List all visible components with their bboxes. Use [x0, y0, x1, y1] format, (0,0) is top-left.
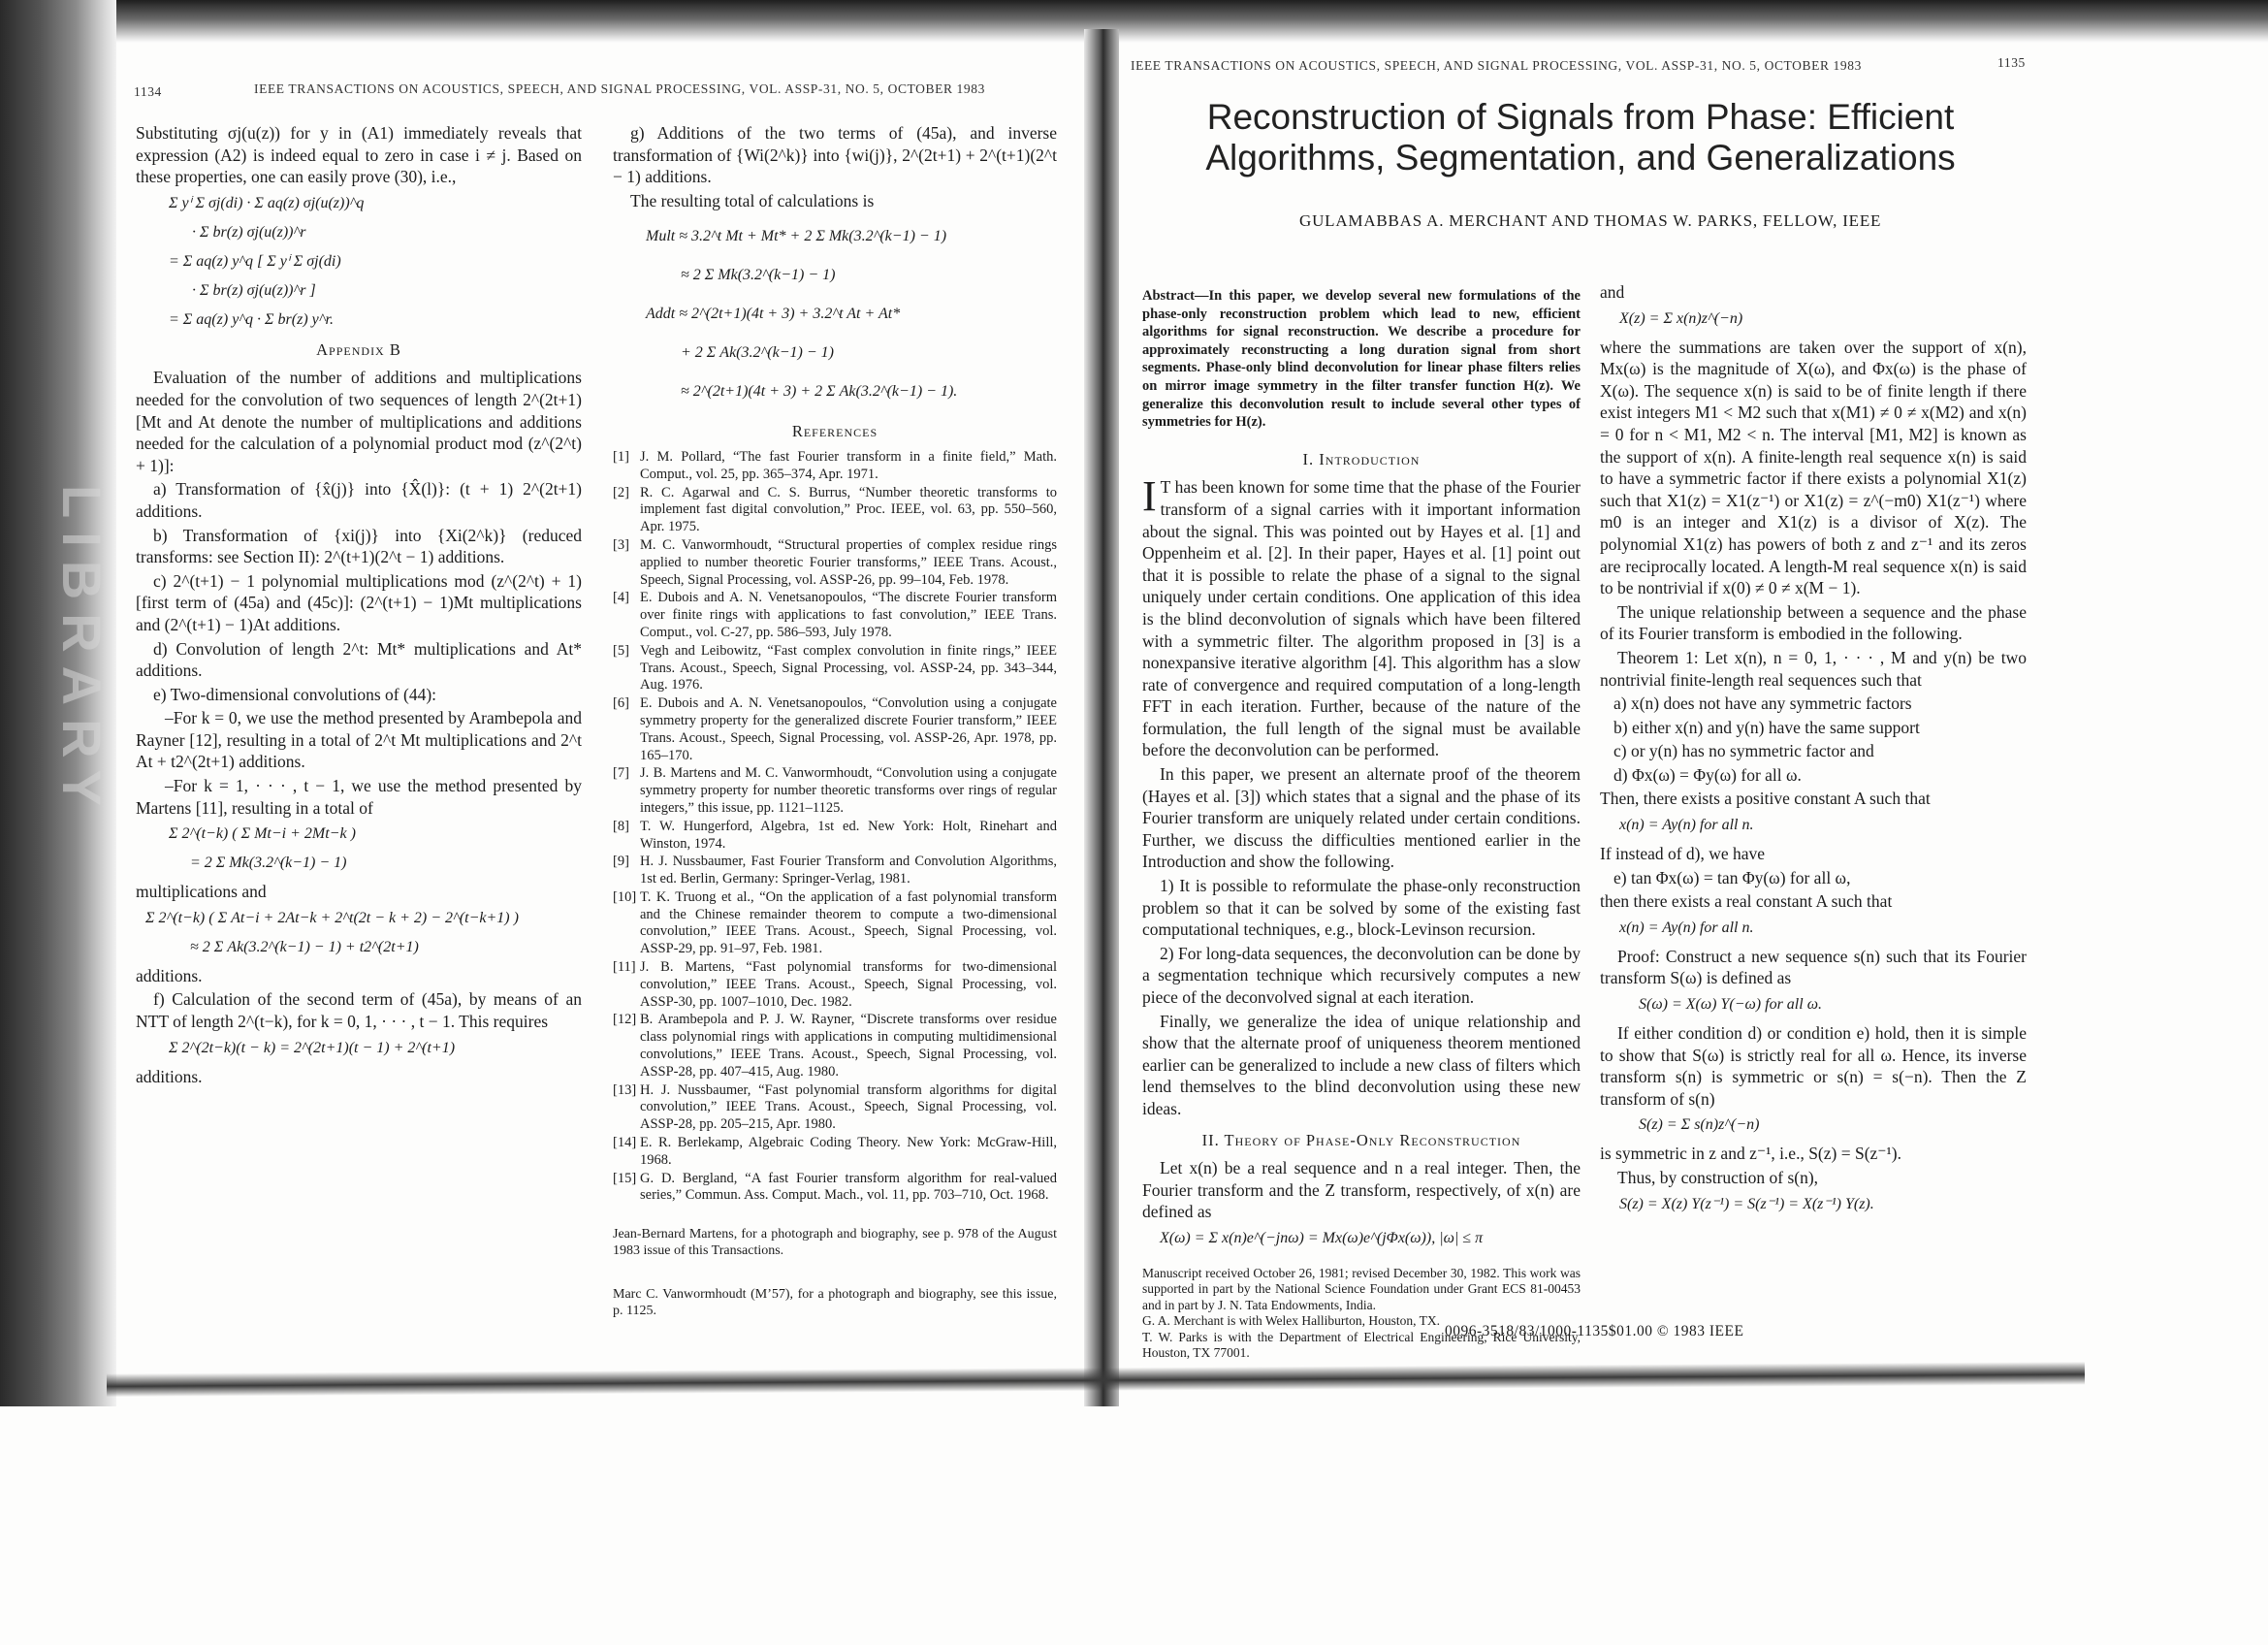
footnote: T. W. Parks is with the Department of Electrical Engineering, Rice University, Houston, TX 77001.	[1142, 1329, 1581, 1361]
reference-number: [11]	[613, 959, 636, 976]
reference-item	[613, 590, 1057, 641]
paragraph: is symmetric in z and z⁻¹, i.e., S(z) = S(z⁻¹).	[1600, 1144, 1901, 1164]
reference-item	[613, 695, 1057, 764]
paragraph: additions.	[136, 965, 203, 985]
author-bio: Jean-Bernard Martens, for a photograph and biography, see p. 978 of the August 1983 issue of this Transactions.	[613, 1227, 1057, 1259]
list-item: c) 2^(t+1) − 1 polynomial multiplications mod (z^(2^t) + 1) [first term of (45a) and (45c)]: (2^(t+1) − 1)Mt multiplications and (2^(t+1) − 1)At additions.	[136, 570, 582, 634]
top-scan-shadow	[0, 0, 2268, 43]
reference-item	[613, 854, 1057, 888]
equation: Σ 2^(2t−k)(t − k) = 2^(2t+1)(t − 1) + 2^(t+1)	[169, 1039, 456, 1056]
equation: = Σ aq(z) y^q [ Σ yⁱ Σ σj(di)	[169, 252, 341, 270]
left-running-head: IEEE TRANSACTIONS ON ACOUSTICS, SPEECH, AND SIGNAL PROCESSING, VOL. ASSP-31, NO. 5, OCTOBER 1983	[254, 81, 985, 96]
paragraph: The unique relationship between a sequence and the phase of its Fourier transform is embodied in the following.	[1600, 601, 2027, 644]
equation: x(n) = Ay(n) for all n.	[1619, 919, 1754, 936]
section-heading: II. Theory of Phase-Only Reconstruction	[1201, 1130, 1521, 1149]
equation: Σ 2^(t−k) ( Σ At−i + 2At−k + 2^t(2t − k + 2) − 2^(t−k+1) )	[145, 909, 519, 926]
list-item: a) Transformation of {x̂(j)} into {X̂(l)}: (t + 1) 2^(2t+1) additions.	[136, 479, 582, 521]
reference-text: T. W. Hungerford, Algebra, 1st ed. New York: Holt, Rinehart and Winston, 1974.	[640, 818, 1057, 852]
reference-number: [13]	[613, 1081, 637, 1098]
equation: ≈ 2^(2t+1)(4t + 3) + 2 Σ Ak(3.2^(k−1) − 1).	[681, 383, 958, 401]
paper-authors: GULAMABBAS A. MERCHANT AND THOMAS W. PARKS, FELLOW, IEEE	[1299, 211, 1882, 230]
reference-text: Vegh and Leibowitz, “Fast complex convolution in finite rings,” IEEE Trans. Acoust., Speech, Signal Processing, vol. ASSP-24, pp. 343–344, Aug. 1976.	[640, 642, 1057, 693]
list-item: e) tan Φx(ω) = tan Φy(ω) for all ω,	[1613, 867, 1851, 887]
reference-item	[613, 537, 1057, 589]
paragraph: If either condition d) or condition e) hold, then it is simple to show that S(ω) is strictly real for all ω. Hence, its inverse transform s(n) is symmetric or s(n) = s(−n). Then the Z transform of s(n)	[1600, 1023, 2027, 1109]
reference-text: E. Dubois and A. N. Venetsanopoulos, “Convolution using a conjugate symmetry property for the generalized discrete Fourier transform,” IEEE Trans. Acoust., Speech, Signal Processing, vol. ASSP-26, Apr. 1978, pp. 165–170.	[640, 695, 1057, 763]
paragraph: then there exists a real constant A such that	[1600, 891, 1893, 912]
reference-number: [5]	[613, 642, 629, 659]
paper-title	[1154, 97, 2007, 178]
references-heading: References	[791, 422, 878, 441]
paragraph: Then, there exists a positive constant A such that	[1600, 789, 1931, 809]
section-heading: I. Introduction	[1302, 449, 1421, 468]
list-item: e) Two-dimensional convolutions of (44):	[153, 684, 437, 704]
list-item: b) either x(n) and y(n) have the same support	[1613, 717, 1920, 737]
reference-text: J. M. Pollard, “The fast Fourier transform in a finite field,” Math. Comput., vol. 25, pp. 365–374, Apr. 1971.	[640, 448, 1057, 482]
reference-text: J. B. Martens, “Fast polynomial transforms for two-dimensional convolution,” IEEE Trans. Acoust., Speech, Signal Processing, vol. ASSP-30, pp. 1007–1010, Dec. 1982.	[640, 959, 1057, 1010]
paragraph: multiplications and	[136, 882, 267, 902]
paragraph: Let x(n) be a real sequence and n a real integer. Then, the Fourier transform and the Z transform, respectively, of x(n) are defined as	[1142, 1158, 1581, 1222]
paragraph: Evaluation of the number of additions and multiplications needed for the convolution of two sequences of length 2^(2t+1) [Mt and At denote the number of multiplications and additions needed for the calculation of a polynomial product mod (z^(2^t) + 1)]:	[136, 368, 582, 475]
reference-item	[613, 643, 1057, 694]
list-item: d) Convolution of length 2^t: Mt* multiplications and At* additions.	[136, 638, 582, 681]
equation: · Σ br(z) σj(u(z))^r	[192, 223, 306, 241]
left-col-2	[613, 122, 1057, 1319]
appendix-heading: Appendix B	[316, 339, 401, 359]
paragraph: where the summations are taken over the support of x(n), Mx(ω) is the magnitude of X(ω), and Φx(ω) is the phase of X(ω). The sequence x(n) is said to be of finite length if there exist integers M1 < M2 such that x(M1) ≠ 0 ≠ x(M2) and x(n) = 0 for n < M1, M2 < n. The interval [M1, M2] is known as the support of x(n). A finite-length real sequence x(n) is said to have a symmetric factor if there exists a polynomial X1(z) such that X1(z) = X1(z⁻¹) or X1(z) = z^(−m0) X1(z⁻¹) where m0 is an integer and X1(z) is a divisor of X(z). The polynomial X1(z) has powers of both z and z⁻¹ and its zeros are reciprocally located. A length-M real sequence x(n) is said to be nontrivial if x(0) ≠ 0 ≠ x(M − 1).	[1600, 337, 2027, 598]
reference-number: [1]	[613, 448, 629, 465]
paragraph: 2) For long-data sequences, the deconvolution can be done by a segmentation technique which recursively computes a new piece of the deconvolved signal at each iteration.	[1142, 943, 1581, 1007]
abstract: Abstract—In this paper, we develop several new formulations of the phase-only reconstruction problem which lead to new, efficient algorithms for signal reconstruction. We describe a procedure for approximately reconstructing a long duration signal from short segments. Phase-only blind deconvolution for linear phase filters relies on mirror image symmetry in the filter transfer function H(z). We generalize this deconvolution result to include several other types of symmetries for H(z).	[1142, 288, 1581, 431]
list-item: c) or y(n) has no symmetric factor and	[1613, 741, 1874, 761]
reference-text: M. C. Vanwormhoudt, “Structural properties of complex residue rings applied to number theoretic Fourier transforms,” IEEE Trans. Acoust., Speech, Signal Processing, vol. ASSP-26, pp. 99–104, Feb. 1978.	[640, 536, 1057, 588]
author-bio: Marc C. Vanwormhoudt (M’57), for a photograph and biography, see this issue, p. 1125.	[613, 1287, 1057, 1319]
reference-text: H. J. Nussbaumer, “Fast polynomial transform algorithms for digital convolution,” IEEE Trans. Acoust., Speech, Signal Processing, vol. ASSP-28, pp. 205–215, Apr. 1980.	[640, 1081, 1057, 1133]
left-col-1	[136, 122, 582, 1089]
equation: x(n) = Ay(n) for all n.	[1619, 817, 1754, 834]
reference-item	[613, 1082, 1057, 1134]
equation: = Σ aq(z) y^q · Σ br(z) y^r.	[169, 310, 334, 328]
title-line: Algorithms, Segmentation, and Generalizations	[1205, 138, 1956, 177]
reference-text: G. D. Bergland, “A fast Fourier transform algorithm for real-valued series,” Commun. Ass. Comput. Mach., vol. 11, pp. 703–710, Oct. 1968.	[640, 1170, 1057, 1204]
equation: S(ω) = X(ω) Y(−ω) for all ω.	[1639, 996, 1822, 1014]
book-gutter	[1084, 29, 1119, 1406]
left-page-number: 1134	[134, 84, 162, 99]
reference-text: J. B. Martens and M. C. Vanwormhoudt, “Convolution using a conjugate symmetry property for number theoretic transforms over rings of regular integers,” this issue, pp. 1121–1125.	[640, 765, 1057, 816]
footnote: G. A. Merchant is with Welex Halliburton, Houston, TX.	[1142, 1313, 1441, 1329]
library-stamp: LIBRARY	[51, 485, 112, 820]
reference-number: [12]	[613, 1012, 637, 1028]
reference-number: [15]	[613, 1170, 637, 1186]
reference-item	[613, 449, 1057, 484]
footnote: Manuscript received October 26, 1981; revised December 30, 1982. This work was supported in part by the National Science Foundation under Grant ECS 81-00453 and in part by J. N. Tata Endowments, India.	[1142, 1265, 1581, 1312]
equation: · Σ br(z) σj(u(z))^r ]	[192, 281, 316, 299]
reference-text: T. K. Truong et al., “On the application of a fast polynomial transform and the Chinese remainder theorem to compute a two-dimensional convolution,” IEEE Trans. Acoust., Speech, Signal Processing, vol. ASSP-29, pp. 91–97, Feb. 1981.	[640, 888, 1057, 957]
equation: Mult ≈ 3.2^t Mt + Mt* + 2 Σ Mk(3.2^(k−1) − 1)	[646, 228, 947, 245]
list-item: a) x(n) does not have any symmetric factors	[1613, 693, 1912, 714]
reference-text: E. R. Berlekamp, Algebraic Coding Theory. New York: McGraw-Hill, 1968.	[640, 1135, 1057, 1168]
reference-item	[613, 1135, 1057, 1170]
equation: X(z) = Σ x(n)z^(−n)	[1619, 309, 1743, 327]
paragraph: Finally, we generalize the idea of unique relationship and show that the alternate proof of uniqueness theorem mentioned earlier can be generalized to include a new class of filters which lend themselves to the blind deconvolution using these new ideas.	[1142, 1011, 1581, 1118]
list-item: g) Additions of the two terms of (45a), and inverse transformation of {Wi(2^k)} into {wi(j)}, 2^(2t+1) + 2^(t+1)(2^t − 1) additions.	[613, 123, 1057, 187]
equation: Addt ≈ 2^(2t+1)(4t + 3) + 3.2^t At + At*	[646, 306, 901, 323]
paragraph: The resulting total of calculations is	[630, 190, 875, 210]
right-running-head: IEEE TRANSACTIONS ON ACOUSTICS, SPEECH, AND SIGNAL PROCESSING, VOL. ASSP-31, NO. 5, OCTOBER 1983	[1131, 58, 1862, 73]
paragraph: I T has been known for some time that the phase of the Fourier transform of a signal carries with it important information about the signal. This was pointed out by Hayes et al. [1] and Oppenheim et al. [2]. In their paper, Hayes et al. [1] point out that it is possible to relate the phase of a signal to the signal uniquely under certain conditions. One application of this idea is the blind deconvolution of signals which have been filtered with a symmetric filter. The algorithm proposed in [3] is a nonexpansive iterative algorithm [4]. This algorithm has a slow rate of convergence and required computation of a long-length FFT in each iteration. Further, because of the nature of the formulation, the full length of the signal must be available before the deconvolution can be performed.	[1142, 472, 1581, 760]
list-item: –For k = 0, we use the method presented by Arambepola and Rayner [12], resulting in a total of 2^t Mt multiplications and 2^t At + t2^(2t+1) additions.	[136, 708, 582, 772]
reference-number: [4]	[613, 590, 629, 606]
reference-number: [7]	[613, 765, 629, 782]
equation: = 2 Σ Mk(3.2^(k−1) − 1)	[190, 855, 347, 872]
list-item: –For k = 1, · · · , t − 1, we use the method presented by Martens [11], resulting in a total of	[136, 776, 582, 818]
paragraph: additions.	[136, 1066, 203, 1086]
equation: ≈ 2 Σ Ak(3.2^(k−1) − 1) + t2^(2t+1)	[190, 938, 419, 955]
equation: S(z) = X(z) Y(z⁻¹) = S(z⁻¹) = X(z⁻¹) Y(z).	[1619, 1195, 1874, 1212]
library-binding-edge	[0, 0, 116, 1406]
list-item: d) Φx(ω) = Φy(ω) for all ω.	[1613, 764, 1802, 785]
reference-number: [14]	[613, 1135, 637, 1151]
equation: X(ω) = Σ x(n)e^(−jnω) = Mx(ω)e^(jΦx(ω)), |ω| ≤ π	[1160, 1229, 1484, 1246]
paragraph: In this paper, we present an alternate proof of the theorem (Hayes et al. [3]) which states that a signal and the phase of its Fourier transform are uniquely related under certain conditions. Further, we discuss the difficulties mentioned earlier in the Introduction and show the following.	[1142, 764, 1581, 872]
list-item: f) Calculation of the second term of (45a), by means of an NTT of length 2^(t−k), for k = 0, 1, · · · , t − 1. This requires	[136, 989, 582, 1032]
reference-number: [10]	[613, 888, 637, 905]
paragraph: and	[1600, 282, 1625, 302]
right-col-1	[1142, 287, 1581, 1362]
reference-number: [9]	[613, 854, 629, 870]
paragraph: Thus, by construction of s(n),	[1617, 1168, 1819, 1187]
reference-text: R. C. Agarwal and C. S. Burrus, “Number theoretic transforms to implement fast digital convolution,” Proc. IEEE, vol. 63, pp. 550–560, Apr. 1975.	[640, 484, 1057, 535]
title-line: Reconstruction of Signals from Phase: Efficient	[1206, 97, 1955, 137]
reference-item	[613, 819, 1057, 854]
reference-text: H. J. Nussbaumer, Fast Fourier Transform and Convolution Algorithms, 1st ed. Berlin, Germany: Springer-Verlag, 1981.	[640, 854, 1057, 887]
reference-number: [6]	[613, 695, 629, 712]
reference-item	[613, 889, 1057, 958]
reference-item	[613, 1171, 1057, 1206]
paragraph: If instead of d), we have	[1600, 844, 1766, 864]
reference-list	[613, 449, 1057, 1205]
reference-item	[613, 765, 1057, 817]
equation: + 2 Σ Ak(3.2^(k−1) − 1)	[681, 344, 834, 362]
list-item: b) Transformation of {xi(j)} into {Xi(2^k)} (reduced transforms: see Section II): 2^(t+1)(2^t − 1) additions.	[136, 525, 582, 567]
reference-number: [2]	[613, 484, 629, 500]
reference-item	[613, 485, 1057, 536]
reference-text: B. Arambepola and P. J. W. Rayner, “Discrete transforms over residue class polynomial rings with applications in computing multidimensional convolutions,” IEEE Trans. Acoust., Speech, Signal Processing, vol. ASSP-28, pp. 407–415, Aug. 1980.	[640, 1012, 1057, 1080]
equation: ≈ 2 Σ Mk(3.2^(k−1) − 1)	[681, 267, 836, 284]
equation: S(z) = Σ s(n)z^(−n)	[1639, 1116, 1760, 1134]
paragraph: 1) It is possible to reformulate the phase-only reconstruction problem so that it can be solved by some of the existing fast computational techniques, e.g., block-Levinson recursion.	[1142, 876, 1581, 940]
equation: Σ 2^(t−k) ( Σ Mt−i + 2Mt−k )	[169, 825, 356, 843]
right-col-2	[1600, 281, 2027, 1222]
reference-number: [8]	[613, 818, 629, 834]
reference-item	[613, 959, 1057, 1011]
drop-cap: I	[1142, 472, 1157, 521]
paragraph: Substituting σj(u(z)) for y in (A1) immediately reveals that expression (A2) is indeed equal to zero in case i ≠ j. Based on these properties, one can easily prove (30), i.e.,	[136, 123, 582, 187]
reference-number: [3]	[613, 536, 629, 553]
paragraph: Proof: Construct a new sequence s(n) such that its Fourier transform S(ω) is defined as	[1600, 946, 2027, 988]
reference-item	[613, 1012, 1057, 1081]
reference-text: E. Dubois and A. N. Venetsanopoulos, “The discrete Fourier transform over finite rings with applications to fast convolution,” IEEE Trans. Comput., vol. C-27, pp. 586–593, July 1978.	[640, 590, 1057, 640]
copyright-line: 0096-3518/83/1000-1135$01.00 © 1983 IEEE	[1445, 1323, 1744, 1339]
right-page-number: 1135	[1997, 55, 2026, 70]
paragraph: Theorem 1: Let x(n), n = 0, 1, · · · , M and y(n) be two nontrivial finite-length real sequences such that	[1600, 647, 2027, 690]
equation: Σ yⁱ Σ σj(di) · Σ aq(z) σj(u(z))^q	[169, 194, 365, 211]
